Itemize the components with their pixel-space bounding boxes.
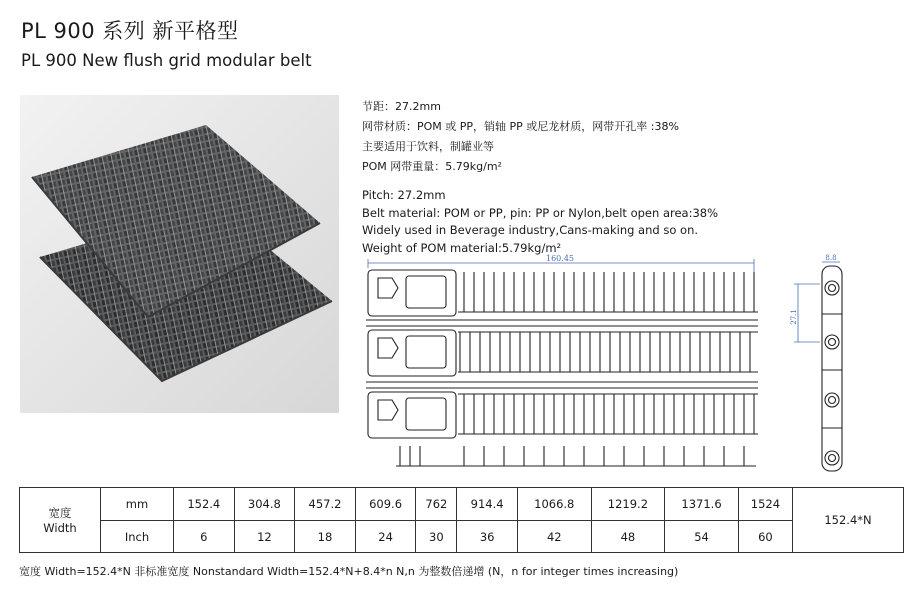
belt-side-profile — [790, 254, 870, 476]
spec-pitch-en: Pitch: 27.2mm — [362, 188, 446, 202]
spec-material-cn: 网带材质：POM 或 PP，销轴 PP 或尼龙材质，网带开孔率 :38% — [362, 120, 679, 133]
pitch-dimension: 27.1 — [790, 309, 798, 325]
spec-weight-en: Weight of POM material:5.79kg/m² — [362, 240, 562, 255]
spec-pitch-cn: 节距：27.2mm — [362, 100, 441, 113]
mm-value: 304.8 — [234, 488, 295, 521]
inch-value: 12 — [234, 521, 295, 553]
belt-row — [368, 270, 456, 316]
inch-value: 60 — [738, 521, 792, 553]
mm-value: 457.2 — [295, 488, 356, 521]
inch-value: 24 — [355, 521, 416, 553]
mm-value: 1371.6 — [665, 488, 739, 521]
inch-value: 42 — [517, 521, 591, 553]
mm-value: 1066.8 — [517, 488, 591, 521]
width-footnote: 宽度 Width=152.4*N 非标准宽度 Nonstandard Width=152.4*N+8.4*n N,n 为整数倍递增 (N，n for integer times increasing) — [19, 565, 679, 578]
inch-value: 6 — [174, 521, 235, 553]
width-formula: 152.4*N — [793, 488, 904, 553]
belt-technical-drawing — [360, 254, 772, 474]
mm-value: 914.4 — [457, 488, 518, 521]
mm-value: 1524 — [738, 488, 792, 521]
inch-value: 36 — [457, 521, 518, 553]
unit-mm: mm — [101, 488, 174, 521]
spec-material-en: Belt material: POM or PP, pin: PP or Nylon,belt open area:38% — [362, 205, 719, 220]
spec-usage-cn: 主要适用于饮料，制罐业等 — [362, 140, 494, 153]
mm-value: 762 — [416, 488, 457, 521]
inch-value: 48 — [591, 521, 665, 553]
specs-english — [362, 187, 718, 257]
inch-value: 30 — [416, 521, 457, 553]
mm-value: 609.6 — [355, 488, 416, 521]
inch-value: 18 — [295, 521, 356, 553]
width-label-en: Width — [43, 521, 77, 535]
links-row-1 — [458, 272, 758, 312]
inch-value: 54 — [665, 521, 739, 553]
mm-value: 1219.2 — [591, 488, 665, 521]
width-label-cell — [20, 488, 101, 553]
width-dimension: 160.45 — [546, 254, 574, 263]
product-photo — [20, 95, 339, 413]
page-title: PL 900 系列 新平格型 — [21, 19, 239, 43]
thickness-dimension: 8.8 — [825, 254, 837, 262]
specs-chinese — [362, 97, 679, 177]
width-table — [19, 487, 904, 553]
unit-inch: Inch — [101, 521, 174, 553]
spec-weight-cn: POM 网带重量：5.79kg/m² — [362, 160, 502, 173]
width-label-cn: 宽度 — [48, 506, 72, 520]
mm-value: 152.4 — [174, 488, 235, 521]
spec-usage-en: Widely used in Beverage industry,Cans-making and so on. — [362, 223, 699, 237]
page-subtitle: PL 900 New flush grid modular belt — [21, 51, 312, 70]
